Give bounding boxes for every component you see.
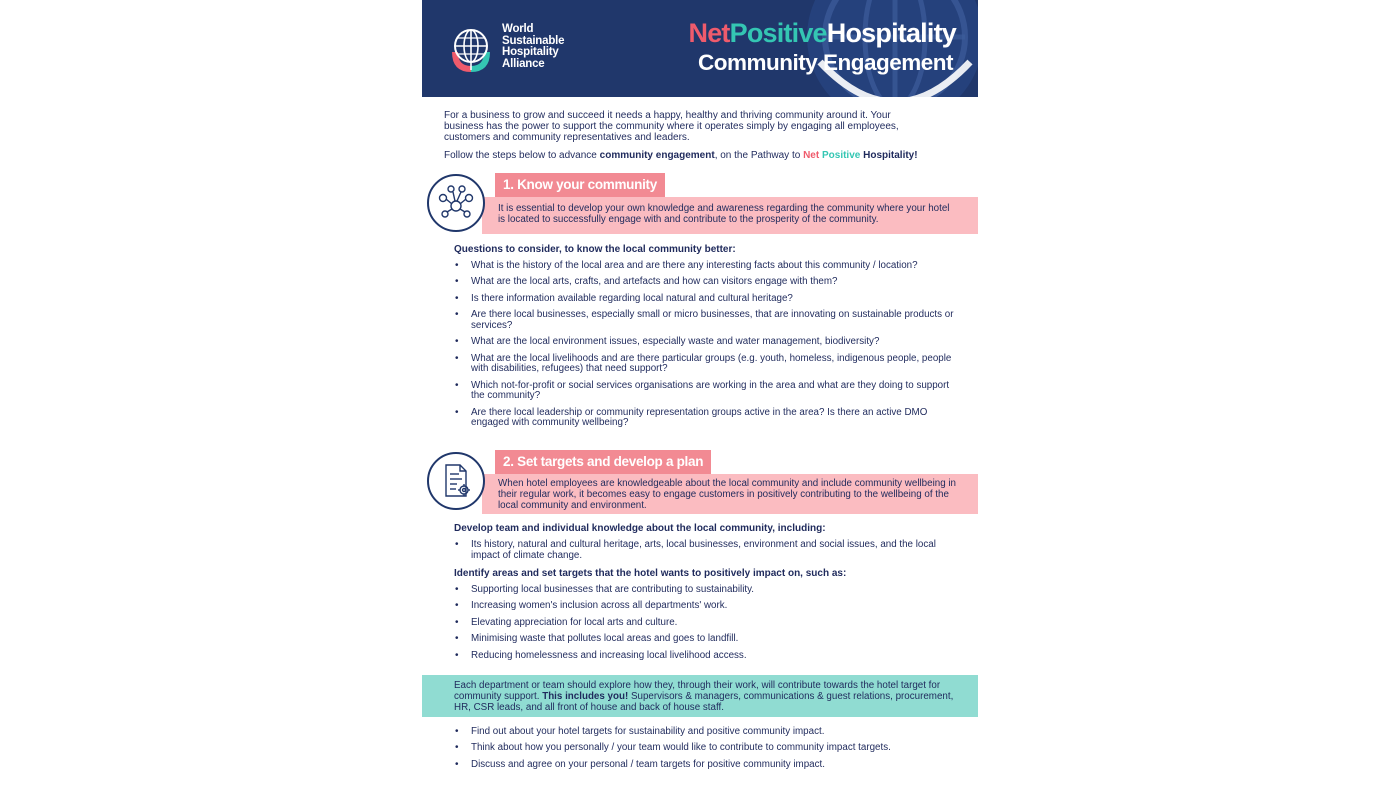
list-item: • Minimising waste that pollutes local areas and goes to landfill.	[454, 634, 954, 645]
section1-icon-circle	[427, 174, 485, 232]
list-item: • What are the local environment issues, especially waste and water management, biodiversity?	[454, 337, 954, 348]
section2-description: When hotel employees are knowledgeable about the local community and include community wellbeing in their regular work, it becomes easy to engage customers in positively contributing to the wellbeing of the local community and environment.	[498, 478, 956, 511]
list-item: • Find out about your hotel targets for sustainability and positive community impact.	[454, 727, 954, 738]
list-item: • What is the history of the local area and are there any interesting facts about this community / location?	[454, 261, 954, 272]
department-text-post: Supervisors & managers, communications & guest relations, procurement, HR, CSR leads, and all front of house and back of house staff.	[454, 691, 954, 713]
intro-follow	[444, 150, 924, 161]
list-item: • Think about how you personally / your team would like to contribute to community impact targets.	[454, 743, 954, 754]
title-positive: Positive	[729, 18, 827, 48]
department-list	[454, 727, 954, 776]
title-hospitality: Hospitality	[826, 18, 956, 48]
intro-paragraph: For a business to grow and succeed it needs a happy, healthy and thriving community around it. Your business has the power to support the community where it operates simply by engaging all employees, customers and community representatives and leaders.	[444, 110, 899, 144]
section1-title: 1. Know your community	[495, 173, 665, 197]
section2-knowledge-heading: Develop team and individual knowledge about the local community, including:	[454, 523, 826, 534]
logo-line: World	[502, 23, 534, 35]
network-people-icon	[429, 176, 483, 230]
follow-text: , on the Pathway to	[714, 149, 804, 161]
section2-targets-list	[454, 585, 954, 667]
list-item: • Are there local businesses, especially small or micro businesses, that are innovating on sustainable products or services?	[454, 310, 954, 331]
list-item: • Reducing homelessness and increasing local livelihood access.	[454, 651, 954, 662]
follow-positive: Positive	[821, 149, 861, 161]
header-banner	[422, 0, 978, 97]
section1-description: It is essential to develop your own knowledge and awareness regarding the community where your hotel is located to successfully engage with and contribute to the prosperity of the community.	[498, 203, 950, 225]
department-text-bold: This includes you!	[542, 691, 629, 702]
list-item: • Supporting local businesses that are contributing to sustainability.	[454, 585, 954, 596]
wsha-logo-text	[502, 24, 564, 70]
section2-knowledge-list	[454, 540, 954, 567]
infographic-page	[422, 0, 978, 788]
follow-bold: community engagement	[599, 149, 715, 161]
follow-text: Follow the steps below to advance	[444, 149, 600, 161]
list-item: • Its history, natural and cultural heritage, arts, local businesses, environment and social issues, and the local impact of climate change.	[454, 540, 954, 561]
list-item: • Increasing women's inclusion across all departments' work.	[454, 601, 954, 612]
department-band	[422, 675, 978, 717]
list-item: • What are the local arts, crafts, and artefacts and how can visitors engage with them?	[454, 277, 954, 288]
title-net: Net	[688, 18, 730, 48]
follow-end: Hospitality!	[863, 149, 918, 161]
logo-line: Alliance	[502, 57, 545, 70]
section2-targets-heading: Identify areas and set targets that the hotel wants to positively impact on, such as:	[454, 568, 847, 579]
document-gear-icon	[429, 454, 483, 508]
section2-icon-circle	[427, 452, 485, 510]
section1-questions-list	[454, 261, 954, 435]
list-item: • What are the local livelihoods and are there particular groups (e.g. youth, homeless, indigenous people, people with disabilities, refugees) that need support?	[454, 354, 954, 375]
intro-block	[444, 110, 924, 161]
section1-questions-heading: Questions to consider, to know the local community better:	[454, 244, 736, 255]
list-item: • Is there information available regarding local natural and cultural heritage?	[454, 294, 954, 305]
department-text-pre: Each department or team should explore how they, through their work, will contribute towards the hotel target for community support.	[454, 680, 941, 702]
list-item: • Elevating appreciation for local arts and culture.	[454, 618, 954, 629]
list-item: • Discuss and agree on your personal / team targets for positive community impact.	[454, 760, 954, 771]
wsha-logo-icon	[444, 22, 498, 76]
page-subtitle: Community Engagement	[697, 50, 953, 75]
section2-title: 2. Set targets and develop a plan	[495, 450, 711, 474]
department-text	[454, 680, 959, 713]
follow-net: Net	[803, 149, 820, 161]
list-item: • Are there local leadership or community representation groups active in the area? Is there an active DMO engaged with community wellbeing?	[454, 408, 954, 429]
page-title	[689, 18, 957, 49]
logo-line: Hospitality	[502, 46, 559, 58]
list-item: • Which not-for-profit or social services organisations are working in the area and what are they doing to support the community?	[454, 381, 954, 402]
logo-line: Sustainable	[502, 34, 565, 47]
